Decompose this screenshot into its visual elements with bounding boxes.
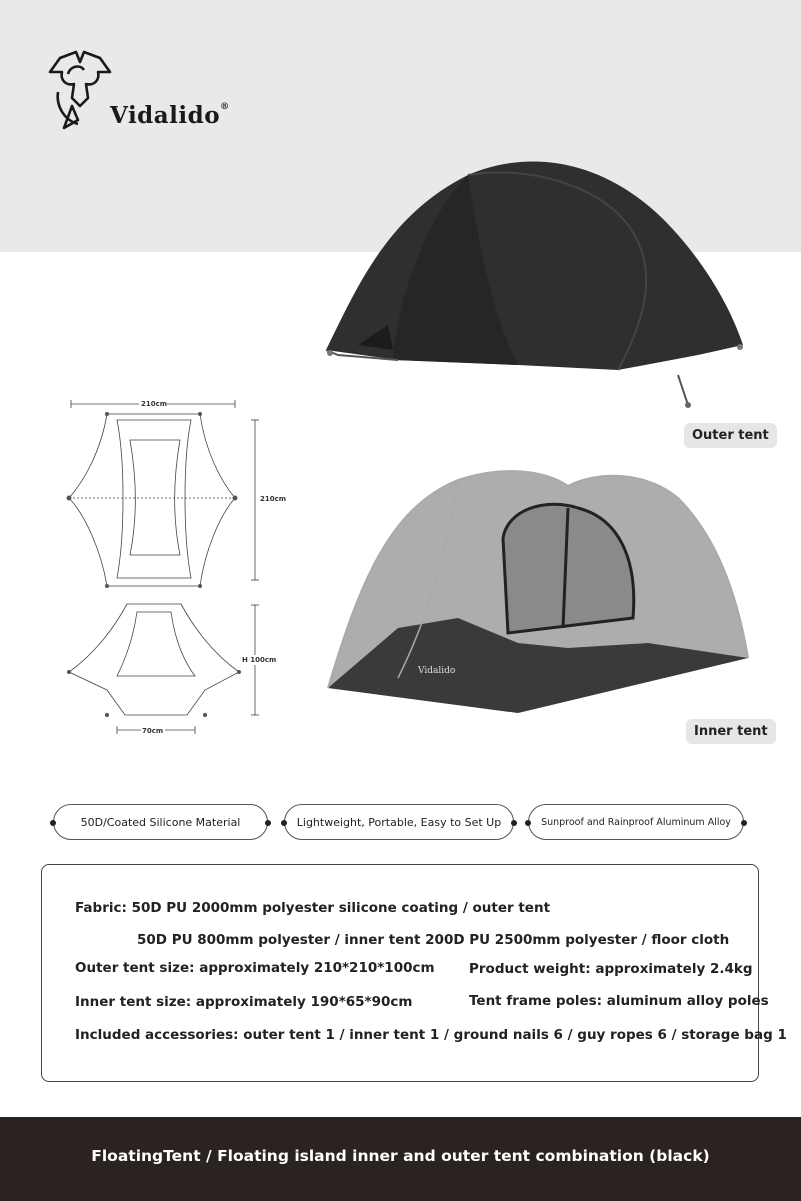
feature-label: Lightweight, Portable, Easy to Set Up	[296, 815, 502, 829]
bullet-dot	[511, 820, 517, 826]
dim-side-height: H 100cm	[242, 656, 277, 664]
brand-name: Vidalido®	[110, 102, 230, 129]
feature-pill-alloy	[528, 804, 744, 840]
spec-fabric-line1: Fabric: 50D PU 2000mm polyester silicone coating / outer tent	[75, 900, 551, 916]
brand-logo	[46, 48, 246, 138]
dim-top-width: 210cm	[141, 400, 168, 408]
spec-inner-size: Inner tent size: approximately 190*65*90cm	[75, 994, 413, 1010]
bullet-dot	[281, 820, 287, 826]
feature-pill-material	[53, 804, 268, 840]
outer-tent-image	[318, 155, 758, 410]
spec-fabric-line2: 50D PU 800mm polyester / inner tent 200D PU 2500mm polyester / floor cloth	[137, 932, 730, 948]
spec-poles: Tent frame poles: aluminum alloy poles	[469, 993, 769, 1009]
bullet-dot	[265, 820, 271, 826]
inner-tent-image	[318, 468, 758, 718]
dim-side-width: 70cm	[142, 727, 164, 735]
brand-logo-icon	[46, 48, 116, 134]
feature-label: 50D/Coated Silicone Material	[80, 815, 241, 829]
bullet-dot	[525, 820, 531, 826]
spec-box	[41, 864, 787, 1082]
footer-banner	[0, 1117, 801, 1201]
outer-tent-label: Outer tent	[684, 423, 777, 448]
spec-weight: Product weight: approximately 2.4kg	[469, 961, 753, 977]
feature-label: Sunproof and Rainproof Aluminum Alloy	[541, 816, 731, 828]
footer-title: FloatingTent / Floating island inner and outer tent combination (black)	[91, 1147, 710, 1165]
bullet-dot	[50, 820, 56, 826]
bullet-dot	[741, 820, 747, 826]
dimension-diagram	[55, 390, 295, 750]
dim-top-depth: 210cm	[260, 495, 287, 503]
feature-pill-portable	[284, 804, 514, 840]
inner-tent-label: Inner tent	[686, 719, 776, 744]
spec-accessories: Included accessories: outer tent 1 / inner tent 1 / ground nails 6 / guy ropes 6 / storage bag 1	[75, 1027, 787, 1043]
inner-tent-print: Vidalido	[418, 666, 456, 676]
spec-outer-size: Outer tent size: approximately 210*210*100cm	[75, 960, 435, 976]
